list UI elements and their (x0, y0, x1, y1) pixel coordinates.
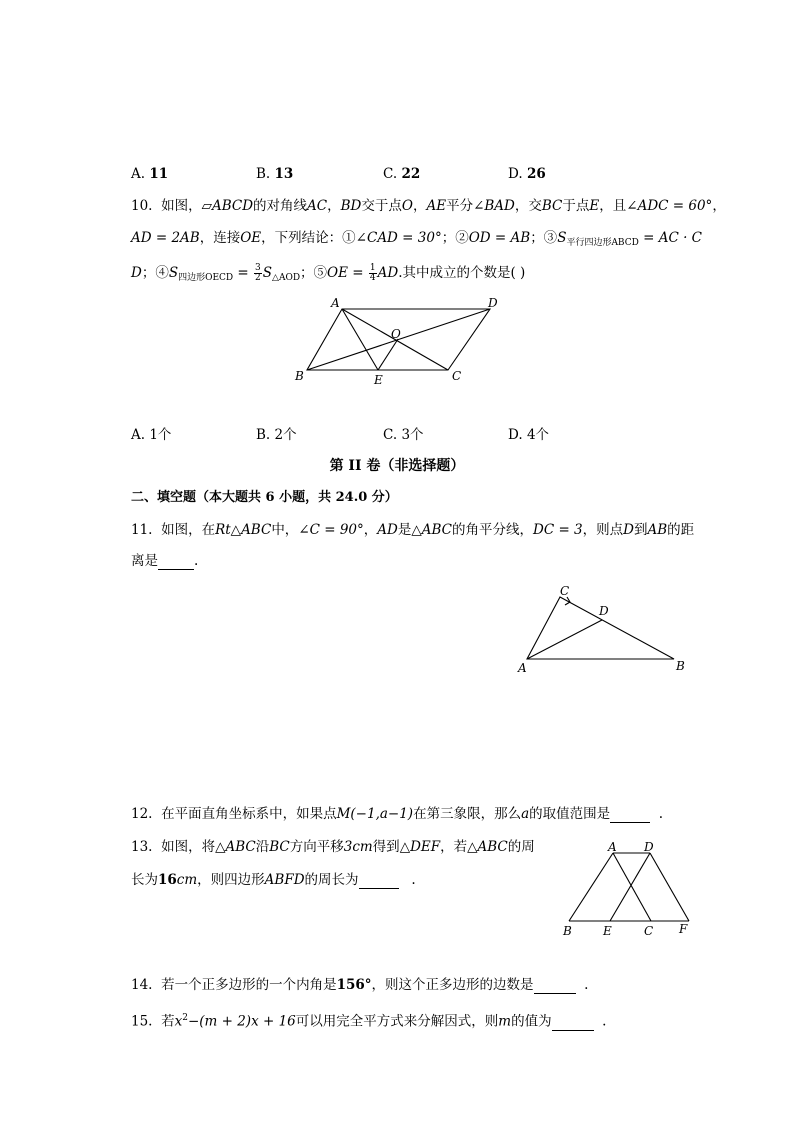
q12-line: 12. 在平面直角坐标系中，如果点M(−1,a−1)在第三象限，那么a的取值范围是 . (131, 806, 664, 822)
label-b: B (295, 369, 304, 383)
q9-option-a: A. 11 (131, 166, 169, 182)
q11-line-1: 11. 如图，在Rt△ABC中，∠C = 90°，AD是△ABC的角平分线，DC = 3，则点D到AB的距 (131, 522, 695, 538)
label-b: B (676, 659, 685, 673)
answer-blank[interactable] (552, 1016, 594, 1031)
q10-option-d: D. 4个 (508, 427, 550, 443)
q10-parallelogram-figure (290, 292, 510, 392)
q10-line-3: D；$④S_{四边形OECD}$ = $\frac{3}{2}$ $S_{\triangle AOD}$；⑤OE = $\frac{1}{4}$ AD.其中成立的个数是( ) (131, 263, 526, 283)
fraction-one-quarter: $\frac{1}{4}$ (369, 263, 376, 283)
q9-option-d: D. 26 (508, 166, 546, 182)
label-a: A (518, 661, 527, 675)
label-a: A (608, 840, 617, 854)
q10-option-a: A. 1个 (131, 427, 172, 443)
label-o: O (391, 327, 401, 341)
label-a: A (331, 296, 340, 310)
label-d: D (488, 296, 498, 310)
q14-line: 14. 若一个正多边形的一个内角是156°，则这个正多边形的边数是 . (131, 977, 589, 993)
answer-blank[interactable] (534, 979, 576, 994)
section-title: 第 II 卷（非选择题） (329, 458, 465, 474)
label-d: D (599, 604, 609, 618)
label-b: B (563, 924, 572, 938)
q13-line-2: 长为16cm，则四边形ABFD的周长为 . (131, 872, 416, 888)
label-c: C (644, 924, 654, 938)
q10-option-c: C. 3个 (383, 427, 424, 443)
q9-option-b: B. 13 (256, 166, 294, 182)
q10-line-2: AD = 2AB，连接OE，下列结论：①∠CAD = 30°；②OD = AB；$③S_{平行四边形ABCD}$ = AC · C (131, 230, 703, 248)
q13-translation-figure (555, 836, 705, 941)
q11-line-2: 离是 . (131, 553, 199, 569)
label-d: D (644, 840, 654, 854)
q9-option-c: C. 22 (383, 166, 421, 182)
q11-triangle-figure (510, 580, 690, 675)
label-f: F (679, 922, 688, 936)
label-e: E (603, 924, 612, 938)
answer-blank[interactable] (359, 874, 399, 889)
answer-blank[interactable] (610, 808, 650, 823)
answer-blank[interactable] (158, 555, 194, 570)
label-c: C (452, 369, 462, 383)
q10-option-b: B. 2个 (256, 427, 297, 443)
fraction-three-halves: $\frac{3}{2}$ (255, 263, 261, 283)
label-e: E (374, 373, 383, 387)
label-c: C (560, 584, 570, 598)
part2-header: 二、填空题（本大题共 6 小题，共 24.0 分） (131, 490, 398, 505)
q15-line: 15. 若$x^2-(m + 2)x + 16$可以用完全平方式来分解因式，则m的值为 . (131, 1013, 607, 1030)
q13-line-1: 13. 如图，将△ABC沿BC方向平移3cm得到△DEF，若△ABC的周 (131, 839, 535, 855)
q10-line-1: 10. 如图，▱ABCD的对角线AC，BD交于点O，AE平分∠BAD，交BC于点E，且∠ADC = 60°， (131, 198, 726, 214)
